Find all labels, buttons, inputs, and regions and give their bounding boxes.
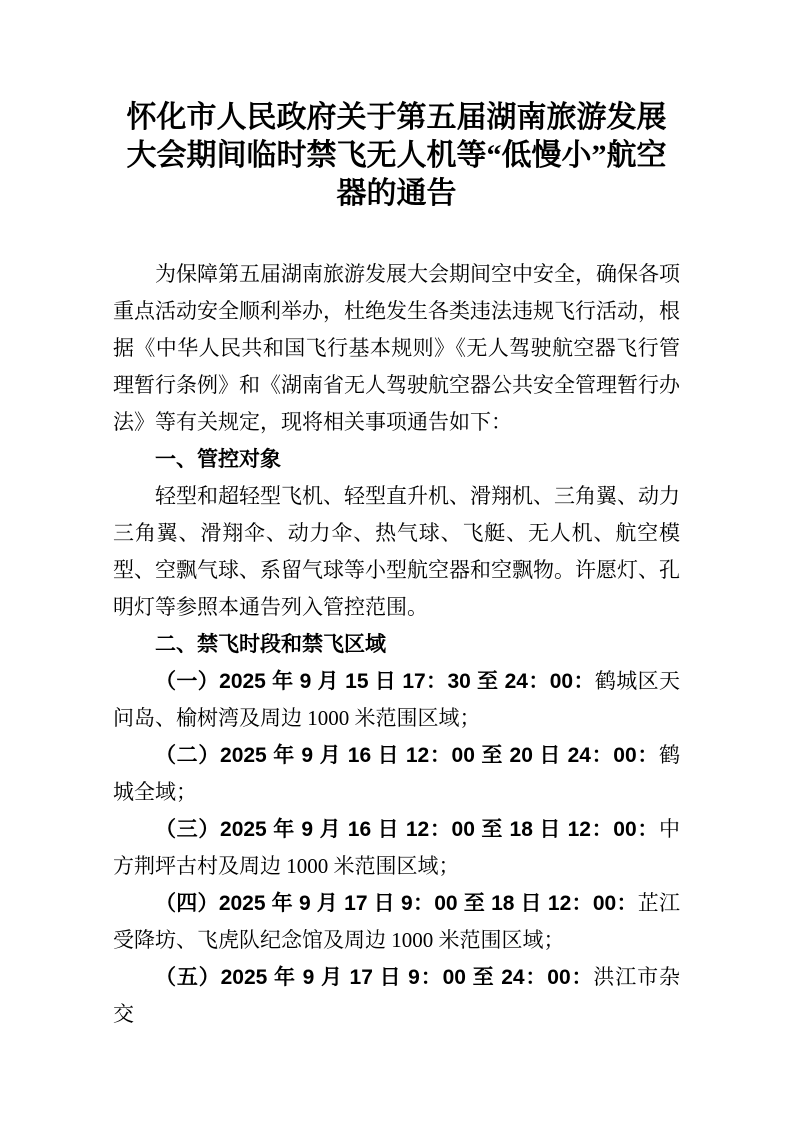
no-fly-item-2-area: 鹤城全域；: [113, 743, 680, 804]
no-fly-item-5-area: 洪江市杂交: [113, 965, 681, 1026]
no-fly-item-2: [113, 737, 680, 811]
no-fly-item-4-period: （四）2025 年 9 月 17 日 9：00 至 18 日 12：00：: [155, 892, 638, 915]
document-title: 怀化市人民政府关于第五届湖南旅游发展大会期间临时禁飞无人机等“低慢小”航空器的通告: [126, 101, 667, 210]
no-fly-item-5: [113, 959, 680, 1033]
section-1-heading: 一、管控对象: [155, 448, 281, 471]
no-fly-item-3: [113, 811, 680, 885]
intro-paragraph: 为保障第五届湖南旅游发展大会期间空中安全，确保各项重点活动安全顺利举办，杜绝发生各类违法违规飞行活动，根据《中华人民共和国飞行基本规则》《无人驾驶航空器飞行管理暂行条例》和《湖南省无人驾驶航空器公共安全管理暂行办法》等有关规定，现将相关事项通告如下：: [113, 262, 680, 434]
no-fly-item-3-period: （三）2025 年 9 月 16 日 12：00 至 18 日 12：00：: [155, 818, 659, 841]
no-fly-item-1-area: 鹤城区天问岛、榆树湾及周边 1000 米范围区域；: [113, 669, 680, 730]
no-fly-item-2-period: （二）2025 年 9 月 16 日 12：00 至 20 日 24：00：: [155, 744, 659, 767]
section-1-body: 轻型和超轻型飞机、轻型直升机、滑翔机、三角翼、动力三角翼、滑翔伞、动力伞、热气球、飞艇、无人机、航空模型、空飘气球、系留气球等小型航空器和空飘物。许愿灯、孔明灯等参照本通告列入管控范围。: [113, 484, 680, 619]
no-fly-item-1: [113, 663, 680, 737]
no-fly-item-4-area: 芷江受降坊、飞虎队纪念馆及周边 1000 米范围区域；: [113, 891, 681, 952]
no-fly-item-1-period: （一）2025 年 9 月 15 日 17：30 至 24：00：: [155, 670, 595, 693]
no-fly-item-3-area: 中方荆坪古村及周边 1000 米范围区域；: [113, 817, 680, 878]
no-fly-item-5-period: （五）2025 年 9 月 17 日 9：00 至 24：00：: [155, 966, 594, 989]
section-2-heading: 二、禁飞时段和禁飞区域: [155, 633, 386, 656]
no-fly-item-4: [113, 885, 680, 959]
